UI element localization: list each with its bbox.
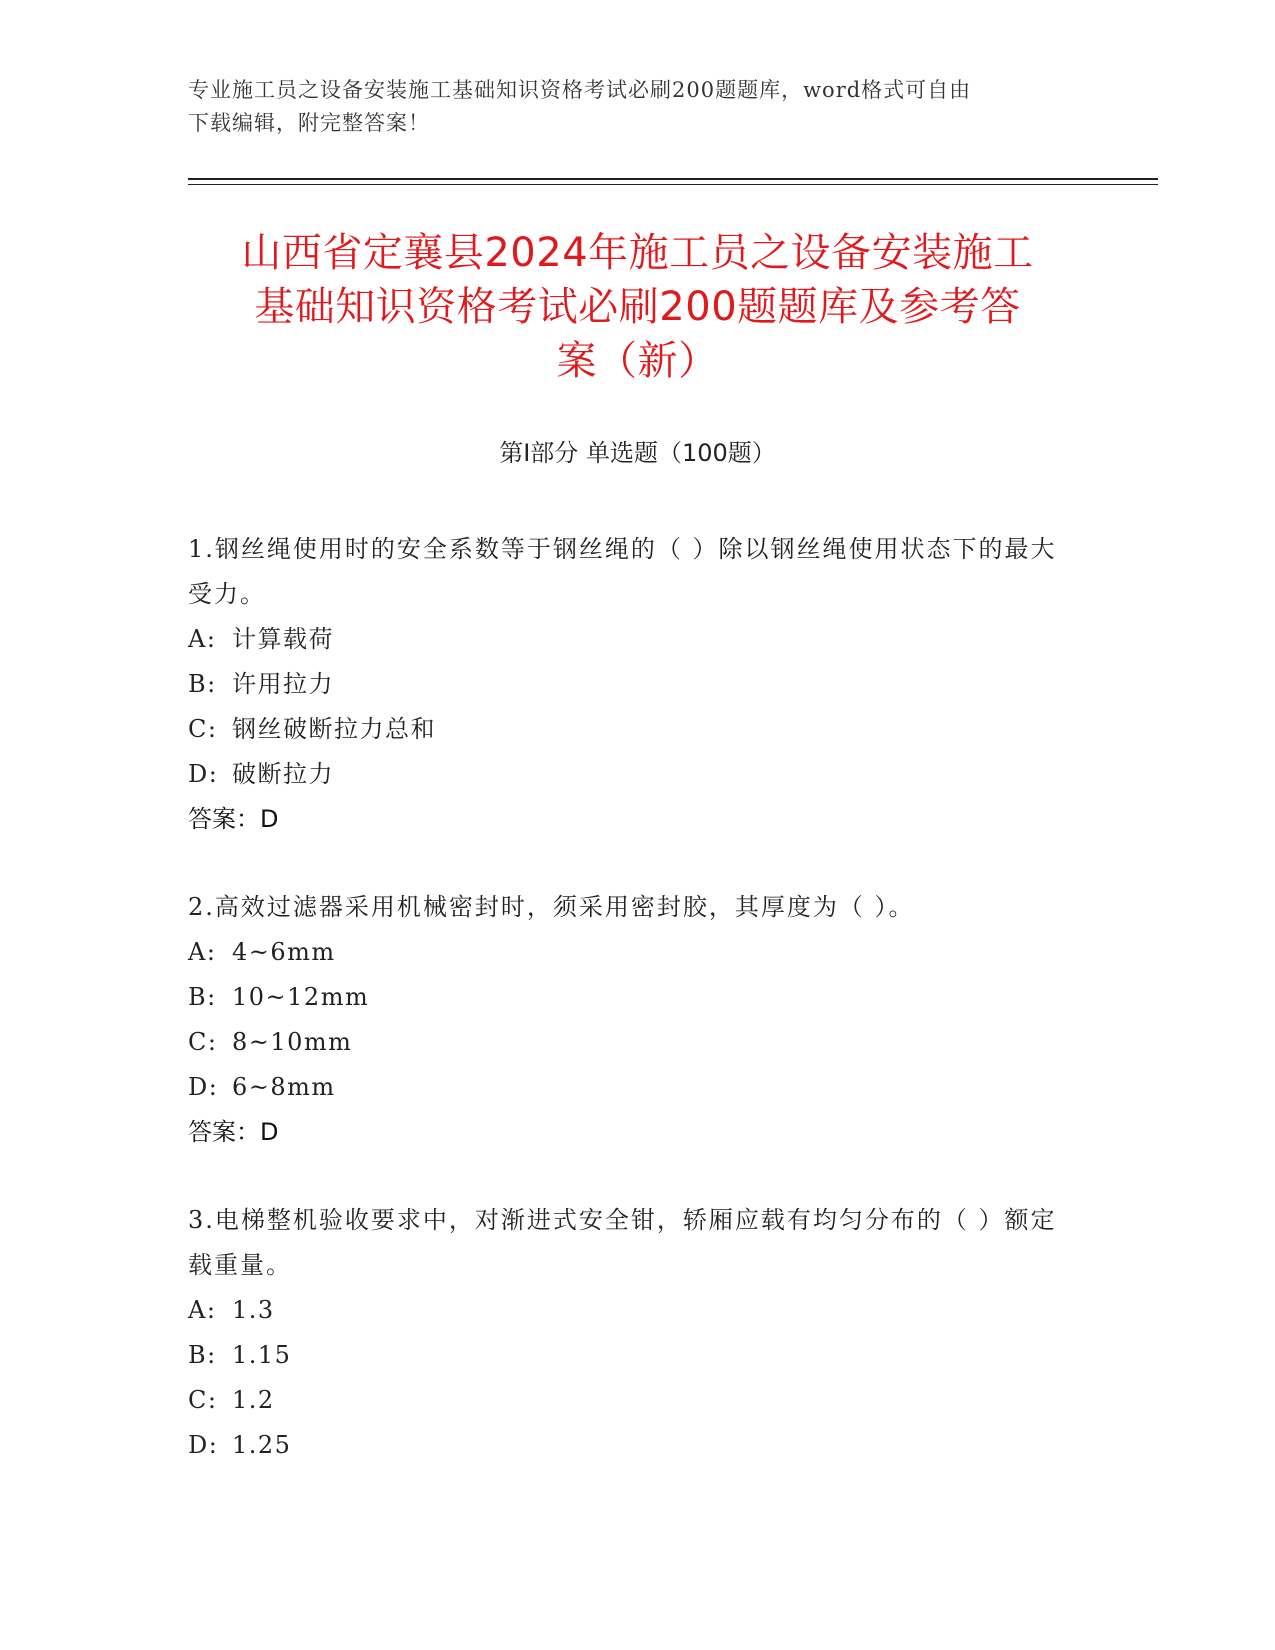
header-note (188, 74, 1068, 140)
header-rule-thick (188, 178, 1158, 180)
document-title-line-3: 案（新） (556, 338, 719, 384)
option-a (188, 617, 1078, 662)
option-text: 8~10mm (232, 1028, 353, 1056)
option-text: 计算载荷 (232, 625, 334, 653)
option-c (188, 1020, 1078, 1065)
option-a (188, 930, 1078, 975)
option-key: D: (188, 1073, 219, 1101)
option-key: B: (188, 670, 217, 698)
document-title (170, 226, 1105, 388)
option-key: C: (188, 1028, 218, 1056)
option-text: 1.2 (232, 1386, 275, 1414)
question-2 (188, 885, 1078, 1155)
section-title: 第I部分 单选题（100题） (499, 439, 776, 467)
header-note-line-2: 下载编辑，附完整答案！ (188, 111, 430, 135)
option-b (188, 975, 1078, 1020)
answer: 答案：D (188, 1118, 279, 1146)
option-key: B: (188, 1341, 217, 1369)
option-key: A: (188, 1296, 217, 1324)
option-key: C: (188, 715, 218, 743)
option-text: 10~12mm (232, 983, 370, 1011)
option-d (188, 752, 1078, 797)
option-text: 破断拉力 (232, 760, 334, 788)
option-b (188, 662, 1078, 707)
option-key: A: (188, 625, 217, 653)
question-text: 3.电梯整机验收要求中，对渐进式安全钳，轿厢应载有均匀分布的（ ）额定载重量。 (188, 1206, 1057, 1279)
option-b (188, 1333, 1078, 1378)
option-d (188, 1065, 1078, 1110)
option-key: A: (188, 938, 217, 966)
option-text: 6~8mm (232, 1073, 336, 1101)
question-3 (188, 1198, 1078, 1468)
option-a (188, 1288, 1078, 1333)
option-d (188, 1423, 1078, 1468)
option-c (188, 1378, 1078, 1423)
option-key: D: (188, 760, 219, 788)
option-key: D: (188, 1431, 219, 1459)
header-rule-thin (188, 184, 1158, 185)
question-text: 1.钢丝绳使用时的安全系数等于钢丝绳的（ ）除以钢丝绳使用状态下的最大受力。 (188, 535, 1057, 608)
option-c (188, 707, 1078, 752)
option-text: 4~6mm (232, 938, 336, 966)
answer: 答案：D (188, 805, 279, 833)
question-text: 2.高效过滤器采用机械密封时，须采用密封胶，其厚度为（ ）。 (188, 893, 915, 921)
document-title-line-2: 基础知识资格考试必刷200题题库及参考答 (254, 284, 1021, 330)
header-note-line-1: 专业施工员之设备安装施工基础知识资格考试必刷200题题库，word格式可自由 (188, 78, 972, 102)
option-text: 1.25 (232, 1431, 292, 1459)
question-list (188, 527, 1078, 1511)
question-1 (188, 527, 1078, 842)
option-text: 1.15 (232, 1341, 292, 1369)
document-title-line-1: 山西省定襄县2024年施工员之设备安装施工 (241, 230, 1034, 276)
option-text: 1.3 (232, 1296, 275, 1324)
option-key: B: (188, 983, 217, 1011)
option-text: 许用拉力 (232, 670, 334, 698)
option-key: C: (188, 1386, 218, 1414)
option-text: 钢丝破断拉力总和 (232, 715, 436, 743)
